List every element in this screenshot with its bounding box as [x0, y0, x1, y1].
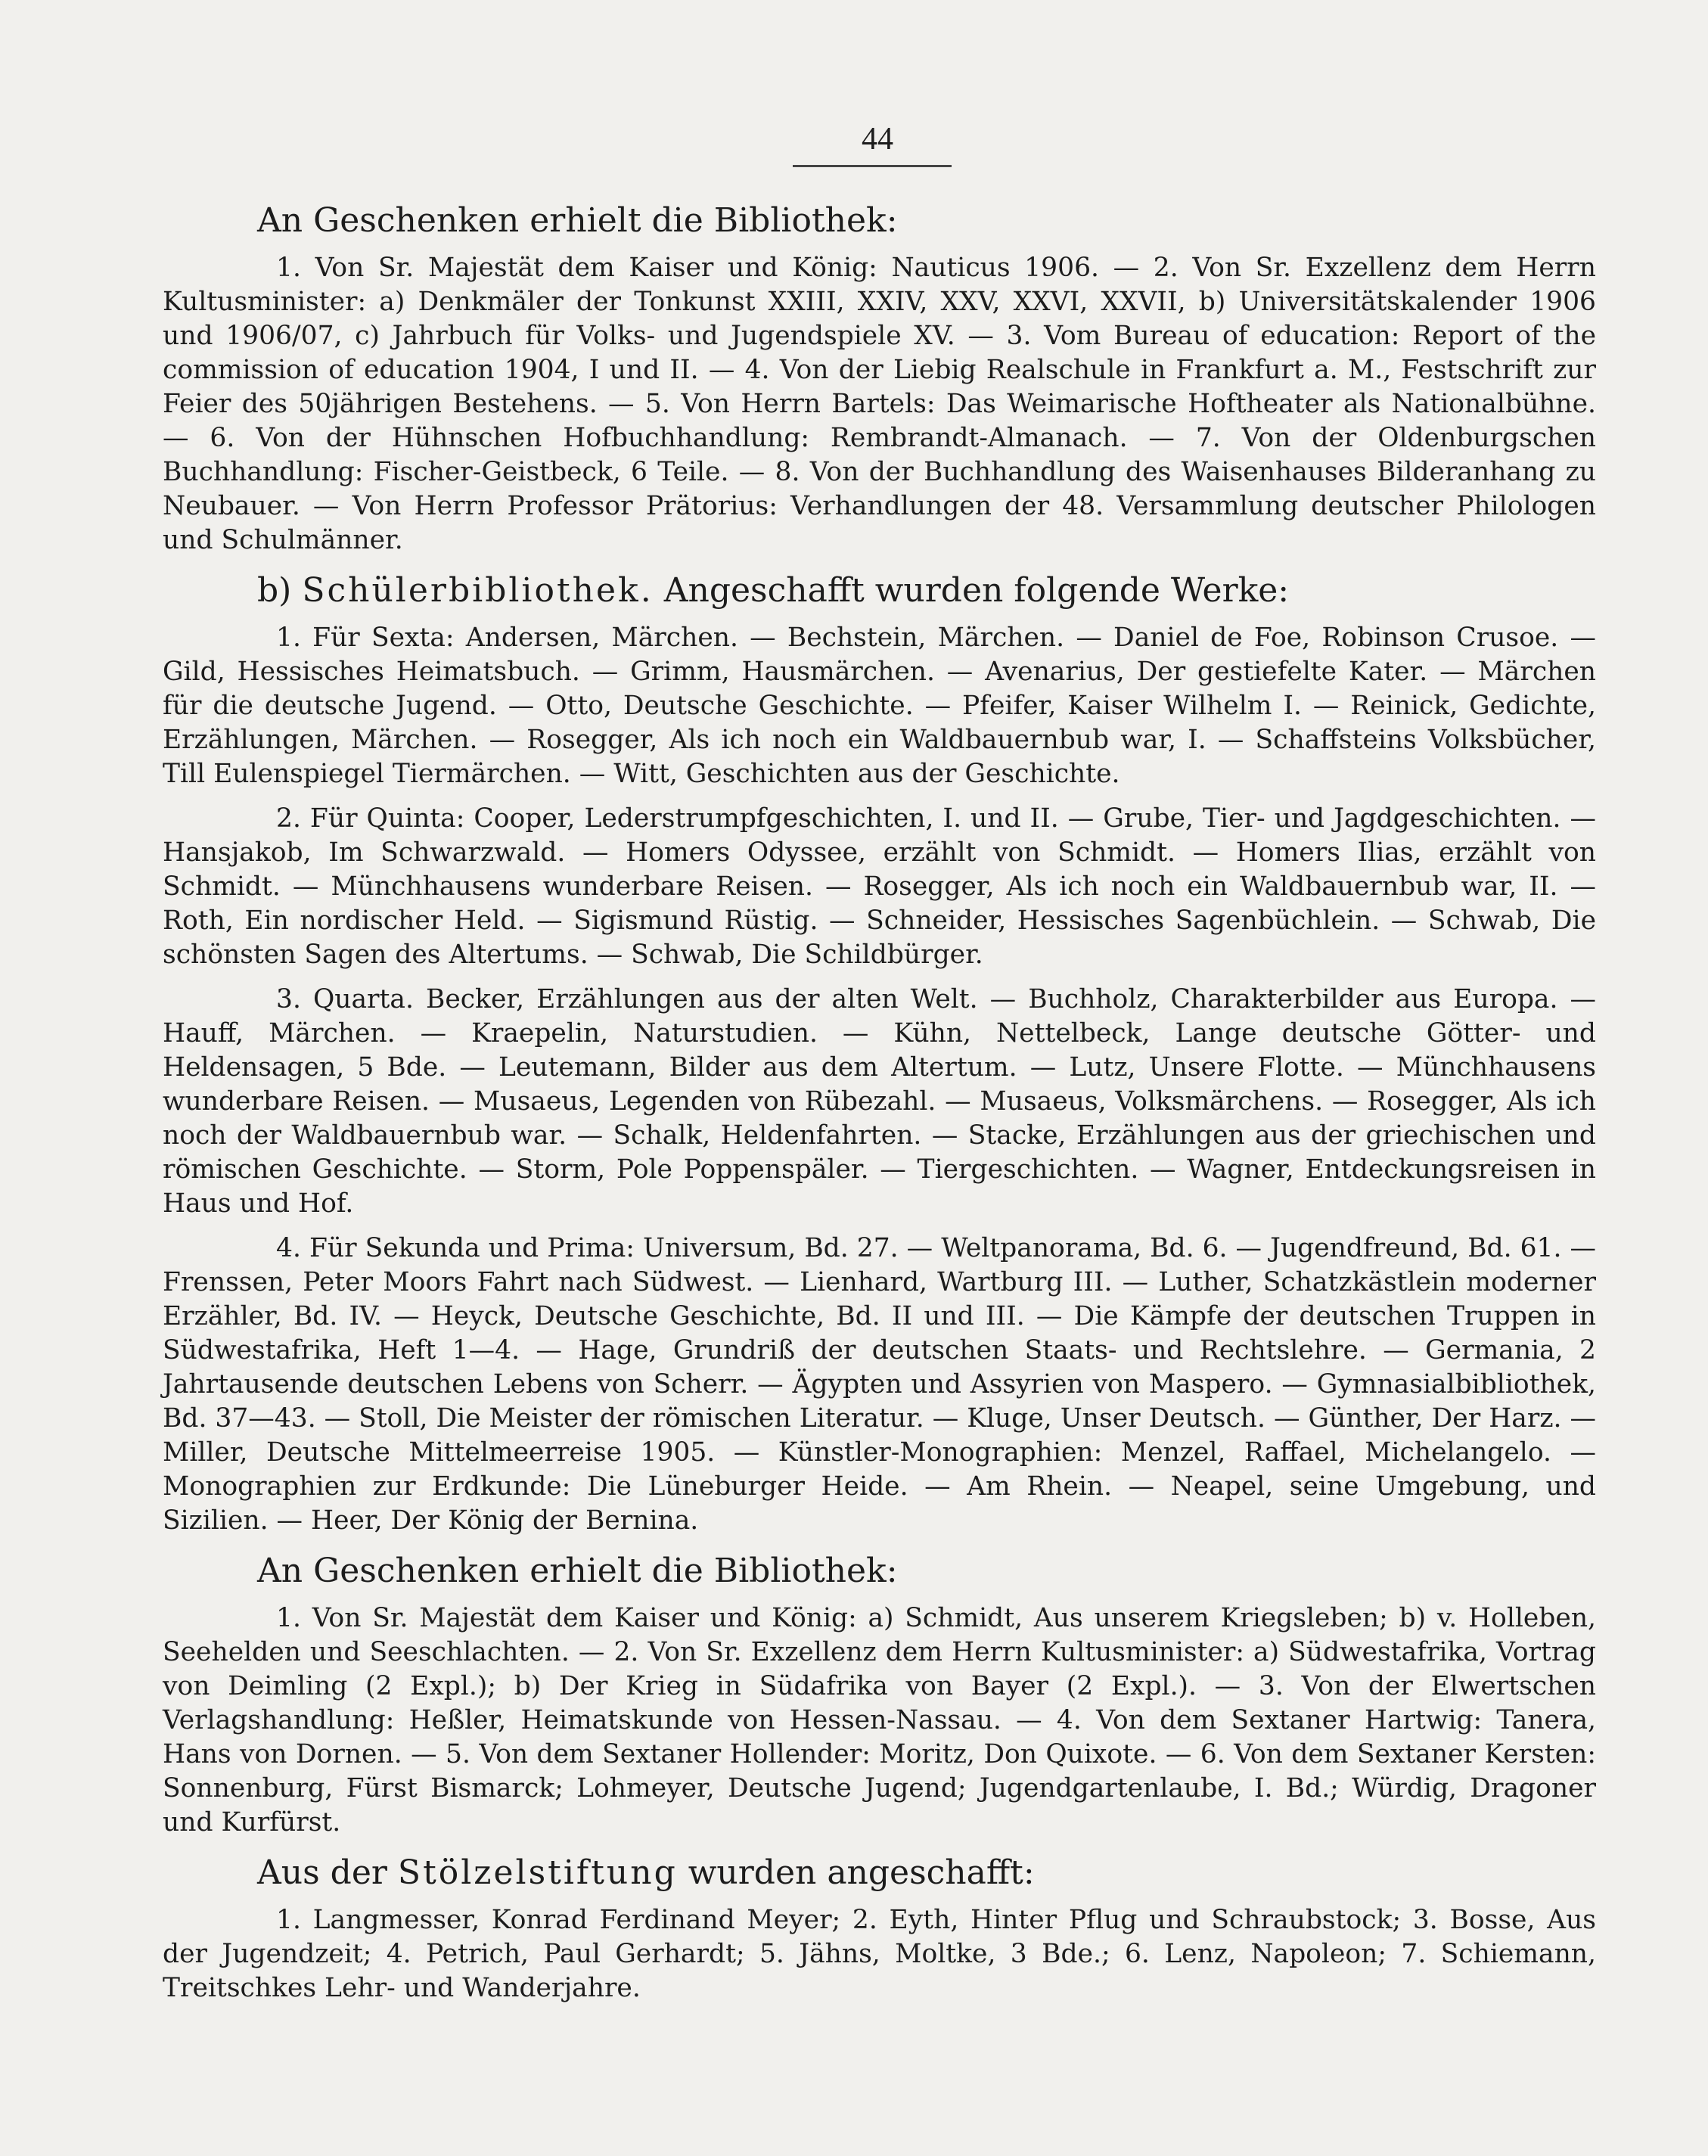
list-quinta: 2. Für Quinta: Cooper, Lederstrumpfgeschichten, I. und II. — Grube, Tier- und Jagdgeschichten. — Hansjakob, Im Schwarzwald. — Homers Odyssee, erzählt von Schmidt. — Homers Ilias, erzählt von Schmidt. — Münchhausens wunderbare Reisen. — Rosegger, Als ich noch ein Waldbauernbub war, II. — Roth, Ein nordischer Held. — Sigismund Rüstig. — Schneider, Hessisches Sagenbüchlein. — Schwab, Die schönsten Sagen des Altertums. — Schwab, Die Schildbürger. [163, 803, 1596, 970]
section-title: Schülerbibliothek. [302, 571, 654, 610]
section-heading-student-library [163, 568, 1596, 614]
section-heading-gifts-student-library: An Geschenken erhielt die Bibliothek: [257, 1552, 898, 1590]
gifts-library-paragraph: 1. Von Sr. Majestät dem Kaiser und König: Nauticus 1906. — 2. Von Sr. Exzellenz dem Herrn Kultusminister: a) Denkmäler der Tonkunst XXIII, XXIV, XXV, XXVI, XXVII, b) Universitätskalender 1906 und 1906/07, c) Jahrbuch für Volks- und Jugendspiele XV. — 3. Vom Bureau of education: Report of the commission of education 1904, I und II. — 4. Von der Liebig Realschule in Frankfurt a. M., Festschrift zur Feier des 50jährigen Bestehens. — 5. Von Herrn Bartels: Das Weimarische Hoftheater als Nationalbühne. — 6. Von der Hühnschen Hofbuchhandlung: Rembrandt-Almanach. — 7. Von der Oldenburgschen Buchhandlung: Fischer-Geistbeck, 6 Teile. — 8. Von der Buchhandlung des Waisenhauses Bilderanhang zu Neubauer. — Von Herrn Professor Prätorius: Verhandlungen der 48. Versammlung deutscher Philologen und Schulmänner. [163, 253, 1596, 555]
gifts-student-library-paragraph: 1. Von Sr. Majestät dem Kaiser und König: a) Schmidt, Aus unserem Kriegsleben; b) v. Holleben, Seehelden und Seeschlachten. — 2. Von Sr. Exzellenz dem Herrn Kultusminister: a) Südwestafrika, Vortrag von Deimling (2 Expl.); b) Der Krieg in Südafrika von Bayer (2 Expl.). — 3. Von der Elwertschen Verlagshandlung: Heßler, Heimatskunde von Hessen-Nassau. — 4. Von dem Sextaner Hartwig: Tanera, Hans von Dornen. — 5. Von dem Sextaner Hollender: Moritz, Don Quixote. — 6. Von dem Sextaner Kersten: Sonnenburg, Fürst Bismarck; Lohmeyer, Deutsche Jugend; Jugendgartenlaube, I. Bd.; Würdig, Dragoner und Kurfürst. [163, 1603, 1596, 1838]
page-number: 44 [862, 122, 893, 157]
stoelzel-foundation-paragraph: 1. Langmesser, Konrad Ferdinand Meyer; 2. Eyth, Hinter Pflug und Schraubstock; 3. Bosse, Aus der Jugendzeit; 4. Petrich, Paul Gerhardt; 5. Jähns, Moltke, 3 Bde.; 6. Lenz, Napoleon; 7. Schiemann, Treitschkes Lehr- und Wanderjahre. [163, 1905, 1596, 2003]
section-subtitle: Angeschafft wurden folgende Werke: [663, 571, 1290, 610]
list-sekunda-prima: 4. Für Sekunda und Prima: Universum, Bd. 27. — Weltpanorama, Bd. 6. — Jugendfreund, Bd. 61. — Frenssen, Peter Moors Fahrt nach Südwest. — Lienhard, Wartburg III. — Luther, Schatzkästlein moderner Erzähler, Bd. IV. — Heyck, Deutsche Geschichte, Bd. II und III. — Die Kämpfe der deutschen Truppen in Südwestafrika, Heft 1—4. — Hage, Grundriß der deutschen Staats- und Rechtslehre. — Germania, 2 Jahrtausende deutschen Lebens von Scherr. — Ägypten und Assyrien von Maspero. — Gymnasialbibliothek, Bd. 37—43. — Stoll, Die Meister der römischen Literatur. — Kluge, Unser Deutsch. — Günther, Der Harz. — Miller, Deutsche Mittelmeerreise 1905. — Künstler-Monographien: Menzel, Raffael, Michelangelo. — Monographien zur Erdkunde: Die Lüneburger Heide. — Am Rhein. — Neapel, seine Umgebung, und Sizilien. — Heer, Der König der Bernina. [163, 1233, 1596, 1536]
heading-foundation-name: Stölzelstiftung [397, 1853, 678, 1892]
section-label: b) [257, 571, 292, 610]
list-sexta: 1. Für Sexta: Andersen, Märchen. — Bechstein, Märchen. — Daniel de Foe, Robinson Crusoe. — Gild, Hessisches Heimatsbuch. — Grimm, Hausmärchen. — Avenarius, Der gestiefelte Kater. — Märchen für die deutsche Jugend. — Otto, Deutsche Geschichte. — Pfeifer, Kaiser Wilhelm I. — Reinick, Gedichte, Erzählungen, Märchen. — Rosegger, Als ich noch ein Waldbauernbub war, I. — Schaffsteins Volksbücher, Till Eulenspiegel Tiermärchen. — Witt, Geschichten aus der Geschichte. [163, 623, 1596, 789]
page-body [163, 198, 1596, 2016]
list-quarta: 3. Quarta. Becker, Erzählungen aus der alten Welt. — Buchholz, Charakterbilder aus Europa. — Hauff, Märchen. — Kraepelin, Naturstudien. — Kühn, Nettelbeck, Lange deutsche Götter- und Heldensagen, 5 Bde. — Leutemann, Bilder aus dem Altertum. — Lutz, Unsere Flotte. — Münchhausens wunderbare Reisen. — Musaeus, Legenden von Rübezahl. — Musaeus, Volksmärchens. — Rosegger, Als ich noch der Waldbauernbub war. — Schalk, Heldenfahrten. — Stacke, Erzählungen aus der griechischen und römischen Geschichte. — Storm, Pole Poppenspäler. — Tiergeschichten. — Wagner, Entdeckungsreisen in Haus und Hof. [163, 984, 1596, 1219]
heading-suffix: wurden angeschafft: [688, 1853, 1035, 1892]
section-heading-gifts-library: An Geschenken erhielt die Bibliothek: [257, 201, 898, 240]
section-heading-stoelzel-foundation [163, 1850, 1596, 1896]
heading-prefix: Aus der [257, 1853, 387, 1892]
page-number-rule [793, 165, 952, 167]
